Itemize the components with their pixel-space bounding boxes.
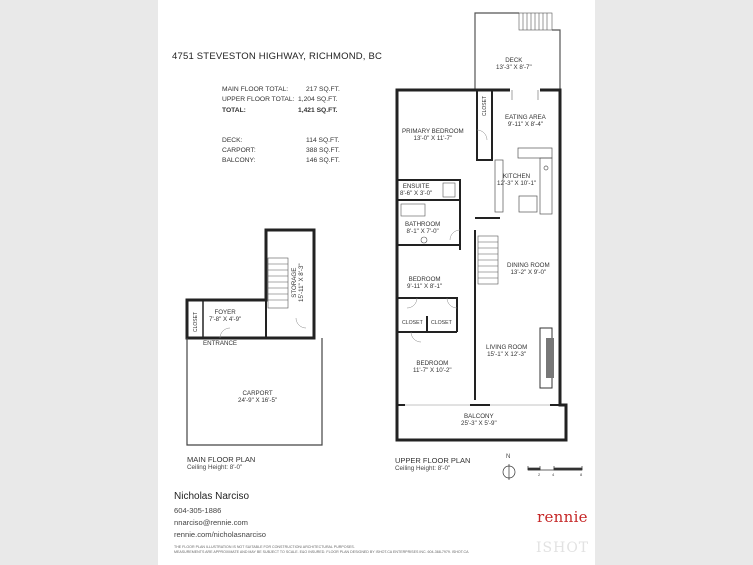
carport-area-value: 388 SQ.FT. [306, 147, 340, 154]
disclaimer-line-1: THE FLOOR PLAN ILLUSTRATION IS NOT SUITABLE FOR CONSTRUCTION/ ARCHITECTURAL PURPOSES. [174, 545, 355, 549]
main-floor-total-value: 217 SQ.FT. [306, 86, 340, 93]
upper-floor-total-value: 1,204 SQ.FT. [298, 96, 338, 103]
deck-stair [519, 13, 552, 30]
room-label-kitchen: KITCHEN 12'-3" X 10'-1" [497, 173, 537, 187]
scale-tick-4: 4 [552, 472, 555, 477]
room-label-bathroom: BATHROOM 8'-1" X 7'-0" [405, 221, 441, 235]
room-label-foyer: FOYER 7'-8" X 4'-9" [209, 309, 242, 323]
upper-floor-plan-title: UPPER FLOOR PLAN [395, 456, 471, 465]
deck-area-value: 114 SQ.FT. [306, 137, 340, 144]
room-label-eating-area: EATING AREA 9'-11" X 8'-4" [505, 114, 546, 128]
agent-name: Nicholas Narciso [174, 491, 250, 502]
rennie-logo: rennie [537, 508, 588, 526]
scale-bar [528, 466, 582, 470]
balcony-area-value: 146 SQ.FT. [306, 157, 340, 164]
room-label-primary-bedroom: PRIMARY BEDROOM 13'-0" X 11'-7" [402, 128, 464, 142]
upper-floor-ceiling-height: Ceiling Height: 8'-0" [395, 465, 451, 472]
main-floor-total-label: MAIN FLOOR TOTAL: [222, 86, 289, 93]
property-address: 4751 STEVESTON HIGHWAY, RICHMOND, BC [172, 51, 383, 62]
entrance-label: ENTRANCE [203, 340, 238, 347]
room-label-bedroom-2: BEDROOM 9'-11" X 8'-1" [407, 276, 443, 290]
disclaimer-line-2: MEASUREMENTS ARE APPROXIMATE AND MAY BE SUBJECT TO SCALE. E&O INSURED. FLOOR PLAN DESIGNED BY ISHOT.CA ENTERPRISES INC. 604-368-7979. ISHOT.CA [174, 550, 469, 554]
deck-area-label: DECK: [222, 137, 243, 144]
agent-website: rennie.com/nicholasnarciso [174, 530, 267, 539]
room-label-carport: CARPORT 24'-9" X 16'-5" [238, 390, 278, 404]
room-label-deck: DECK 13'-3" X 8'-7" [496, 57, 532, 71]
main-floor-plan-title: MAIN FLOOR PLAN [187, 455, 256, 464]
scale-tick-8: 8 [580, 472, 583, 477]
upper-stair [478, 236, 498, 284]
ishot-watermark: ISHOT [536, 540, 590, 556]
scale-tick-2: 2 [538, 472, 541, 477]
north-label: N [506, 454, 511, 460]
room-label-living-room: LIVING ROOM 15'-1" X 12'-3" [486, 344, 528, 358]
room-label-ensuite: ENSUITE 8'-6" X 3'-0" [400, 183, 433, 197]
closet-label-hall: CLOSET [431, 320, 452, 326]
carport-area-label: CARPORT: [222, 147, 256, 154]
room-label-dining-room: DINING ROOM 13'-2" X 9'-0" [507, 262, 550, 276]
room-label-balcony: BALCONY 25'-3" X 5'-9" [461, 413, 497, 427]
total-label: TOTAL: [222, 107, 246, 114]
upper-floor-total-label: UPPER FLOOR TOTAL: [222, 96, 295, 103]
balcony-area-label: BALCONY: [222, 157, 256, 164]
total-value: 1,421 SQ.FT. [298, 107, 338, 114]
closet-label-primary: CLOSET [482, 95, 488, 116]
room-label-storage: STORAGE 15'-11" X 8'-3" [291, 263, 305, 302]
main-stair [268, 258, 288, 308]
agent-email: nnarciso@rennie.com [174, 518, 248, 527]
agent-phone: 604-305-1886 [174, 506, 222, 515]
main-floor-ceiling-height: Ceiling Height: 8'-0" [187, 464, 243, 471]
closet-label-foyer: CLOSET [193, 311, 199, 332]
north-arrow-icon [503, 464, 515, 480]
room-label-bedroom-3: BEDROOM 11'-7" X 10'-2" [413, 360, 452, 374]
closet-label-bedroom-2: CLOSET [402, 320, 423, 326]
